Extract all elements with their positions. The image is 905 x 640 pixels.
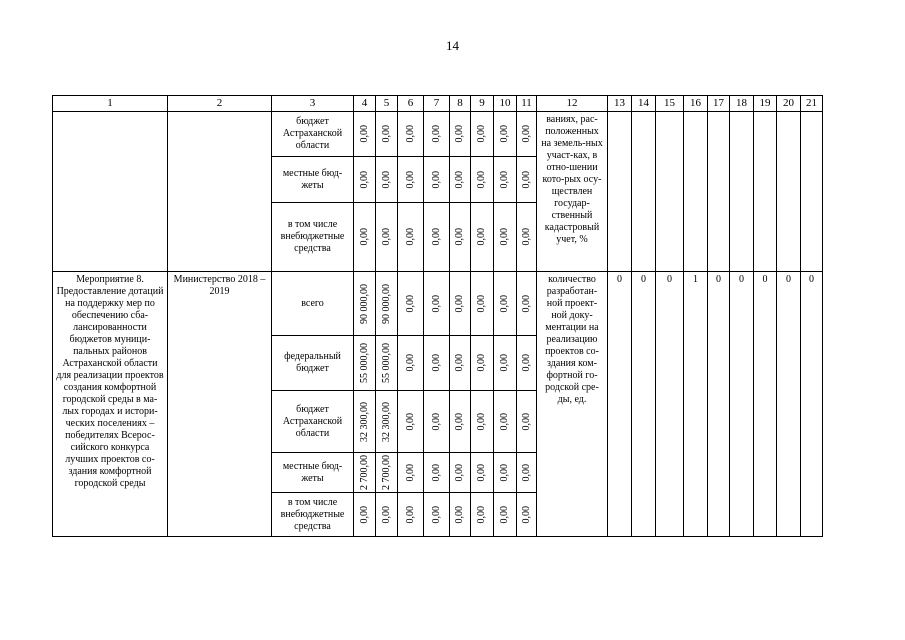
column-header: 1 — [53, 96, 168, 112]
column-header: 6 — [398, 96, 424, 112]
empty-cell — [53, 112, 168, 272]
column-header: 13 — [608, 96, 632, 112]
value-cell: 0,00 — [499, 463, 510, 482]
value-cell: 0,00 — [499, 125, 510, 143]
value-cell: 0,00 — [454, 294, 465, 313]
header-row — [53, 96, 823, 112]
indicator-value: 0 — [608, 272, 632, 537]
column-header: 3 — [272, 96, 354, 112]
value-cell: 0,00 — [454, 170, 465, 189]
column-header: 19 — [754, 96, 777, 112]
table-row — [53, 272, 823, 336]
value-cell: 0,00 — [454, 505, 465, 524]
value-cell: 0,00 — [358, 125, 370, 143]
measure-executor: Министерство 2018 – 2019 — [168, 272, 272, 537]
value-cell: 0,00 — [454, 354, 465, 372]
value-cell: 0,00 — [380, 170, 392, 189]
value-cell: 0,00 — [404, 463, 416, 482]
value-cell: 0,00 — [476, 463, 487, 482]
value-cell: 0,00 — [454, 412, 465, 431]
column-header: 20 — [777, 96, 801, 112]
value-cell: 0,00 — [520, 294, 532, 313]
column-header: 8 — [450, 96, 471, 112]
page-number: 14 — [446, 38, 459, 53]
column-header: 16 — [684, 96, 708, 112]
indicator-value: 0 — [801, 272, 823, 537]
value-cell: 0,00 — [358, 505, 370, 524]
value-cell: 2 700,00 — [380, 455, 392, 490]
value-cell: 55 000,00 — [380, 343, 392, 383]
measure-title: Мероприятие 8. Предоставление дотаций на поддержку мер по обеспечению сба-лансированности бюджетов муници-пальных районов Астраханской области для реализации проектов создания комфортной городской среды в ма-лых городах и истори-ческих поселениях – победителях Всерос-сийского конкурса лучших проектов со-здания комфортной городской среды — [53, 272, 168, 537]
funding-source: бюджет Астраханской области — [272, 391, 354, 453]
value-cell: 0,00 — [476, 170, 487, 189]
value-cell: 0,00 — [499, 505, 510, 524]
value-cell: 90 000,00 — [380, 283, 392, 324]
value-cell: 0,00 — [499, 170, 510, 189]
indicator-value: 1 — [684, 272, 708, 537]
column-header: 4 — [354, 96, 376, 112]
indicator-value: 0 — [730, 272, 754, 537]
value-cell: 0,00 — [476, 505, 487, 524]
value-cell: 0,00 — [520, 125, 532, 143]
value-cell: 32 300,00 — [358, 401, 370, 442]
value-cell: 0,00 — [454, 228, 465, 246]
funding-source: всего — [272, 272, 354, 336]
value-cell: 0,00 — [520, 412, 532, 431]
value-cell: 0,00 — [476, 412, 487, 431]
funding-source: в том числе внебюджетные средства — [272, 493, 354, 537]
value-cell: 0,00 — [476, 354, 487, 372]
column-header: 12 — [537, 96, 608, 112]
indicator-value: 0 — [754, 272, 777, 537]
value-cell: 0,00 — [404, 294, 416, 313]
column-header: 10 — [494, 96, 517, 112]
table-row — [53, 112, 823, 157]
value-cell: 2 700,00 — [358, 455, 370, 490]
value-cell: 0,00 — [476, 125, 487, 143]
value-cell: 0,00 — [380, 125, 392, 143]
funding-source: местные бюд-жеты — [272, 157, 354, 203]
value-cell: 0,00 — [499, 354, 510, 372]
column-header: 7 — [424, 96, 450, 112]
value-cell: 0,00 — [404, 228, 416, 246]
column-header: 15 — [656, 96, 684, 112]
value-cell: 0,00 — [404, 412, 416, 431]
value-cell: 0,00 — [430, 125, 442, 143]
value-cell: 0,00 — [520, 228, 532, 246]
indicator-value: 0 — [708, 272, 730, 537]
empty-cell — [168, 112, 272, 272]
value-cell: 0,00 — [520, 463, 532, 482]
value-cell: 90 000,00 — [358, 283, 370, 324]
column-header: 2 — [168, 96, 272, 112]
value-cell: 0,00 — [430, 354, 442, 372]
value-cell: 0,00 — [520, 354, 532, 372]
budget-table — [52, 95, 823, 537]
value-cell: 0,00 — [404, 125, 416, 143]
value-cell: 0,00 — [380, 505, 392, 524]
value-cell: 0,00 — [520, 170, 532, 189]
column-header: 21 — [801, 96, 823, 112]
value-cell: 0,00 — [476, 294, 487, 313]
indicator-value: 0 — [656, 272, 684, 537]
value-cell: 0,00 — [499, 228, 510, 246]
value-cell: 0,00 — [430, 463, 442, 482]
value-cell: 0,00 — [430, 505, 442, 524]
column-header: 9 — [471, 96, 494, 112]
column-header: 5 — [376, 96, 398, 112]
column-header: 18 — [730, 96, 754, 112]
funding-source: бюджет Астраханской области — [272, 112, 354, 157]
funding-source: местные бюд-жеты — [272, 453, 354, 493]
value-cell: 0,00 — [430, 412, 442, 431]
value-cell: 0,00 — [404, 170, 416, 189]
value-cell: 0,00 — [404, 505, 416, 524]
value-cell: 0,00 — [499, 294, 510, 313]
value-cell: 0,00 — [430, 170, 442, 189]
value-cell: 0,00 — [499, 412, 510, 431]
funding-source: федеральный бюджет — [272, 336, 354, 391]
value-cell: 0,00 — [380, 228, 392, 246]
value-cell: 0,00 — [454, 125, 465, 143]
indicator-description: ваниях, рас-положенных на земель-ных участ-ках, в отно-шении кото-рых осу-ществлен государ-ственный кадастровый учет, % — [537, 112, 608, 272]
funding-source: в том числе внебюджетные средства — [272, 203, 354, 272]
value-cell: 0,00 — [404, 354, 416, 372]
indicator-description: количество разработан-ной проект-ной доку-ментации на реализацию проектов со-здания ком-фортной го-родской сре-ды, ед. — [537, 272, 608, 537]
value-cell: 55 000,00 — [358, 343, 370, 383]
value-cell: 0,00 — [520, 505, 532, 524]
value-cell: 0,00 — [454, 463, 465, 482]
value-cell: 0,00 — [358, 170, 370, 189]
column-header: 14 — [632, 96, 656, 112]
indicator-value: 0 — [777, 272, 801, 537]
value-cell: 0,00 — [476, 228, 487, 246]
indicator-value: 0 — [632, 272, 656, 537]
value-cell: 0,00 — [430, 294, 442, 313]
value-cell: 32 300,00 — [380, 401, 392, 442]
value-cell: 0,00 — [430, 228, 442, 246]
column-header: 17 — [708, 96, 730, 112]
value-cell: 0,00 — [358, 228, 370, 246]
column-header: 11 — [517, 96, 537, 112]
